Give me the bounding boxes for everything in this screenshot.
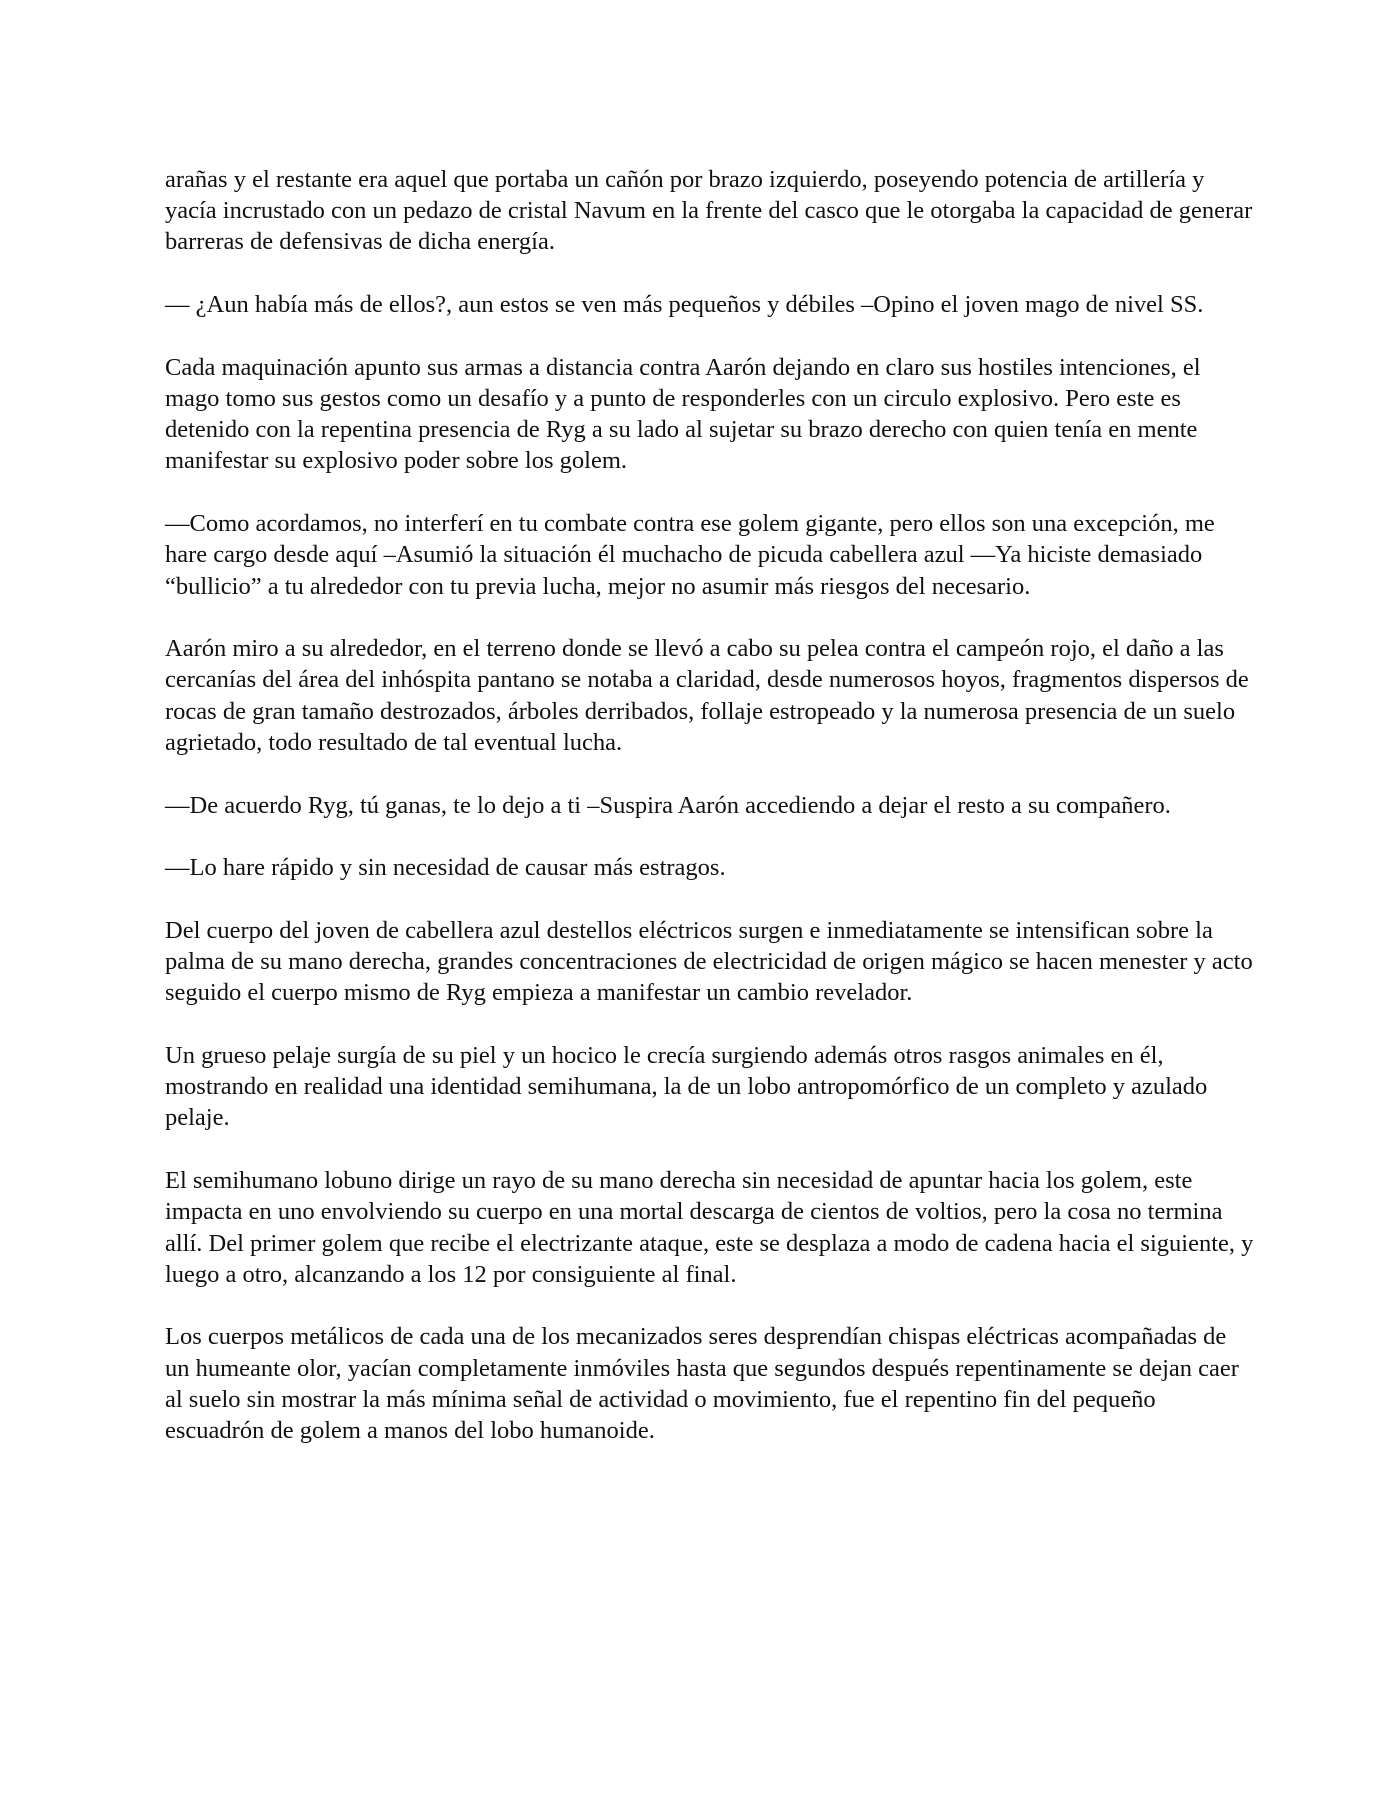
paragraph-7: —Lo hare rápido y sin necesidad de causar más estragos. <box>165 854 726 882</box>
paragraph-4: —Como acordamos, no interferí en tu combate contra ese golem gigante, pero ellos son una excepción, me hare cargo desde aquí –Asumió la situación él muchacho de picuda cabellera azul —Ya hiciste demasiado “bullicio” a tu alrededor con tu previa lucha, mejor no asumir más riesgos del necesario. <box>165 510 1215 600</box>
paragraph-8: Del cuerpo del joven de cabellera azul destellos eléctricos surgen e inmediatamente se intensifican sobre la palma de su mano derecha, grandes concentraciones de electricidad de origen mágico se hacen menester y acto seguido el cuerpo mismo de Ryg empieza a manifestar un cambio revelador. <box>165 916 1253 1007</box>
text-body <box>165 164 1255 1446</box>
paragraph-1: arañas y el restante era aquel que portaba un cañón por brazo izquierdo, poseyendo potencia de artillería y yacía incrustado con un pedazo de cristal Navum en la frente del casco que le otorgaba la capacidad de generar barreras de defensivas de dicha energía. <box>165 166 1253 256</box>
paragraph-6: —De acuerdo Ryg, tú ganas, te lo dejo a ti –Suspira Aarón accediendo a dejar el resto a su compañero. <box>165 791 1171 819</box>
paragraph-11: Los cuerpos metálicos de cada una de los mecanizados seres desprendían chispas eléctricas acompañadas de un humeante olor, yacían completamente inmóviles hasta que segundos después repentinamente se dejan caer al suelo sin mostrar la más mínima señal de actividad o movimiento, fue el repentino fin del pequeño escuadrón de golem a manos del lobo humanoide. <box>165 1323 1239 1445</box>
paragraph-2: — ¿Aun había más de ellos?, aun estos se ven más pequeños y débiles –Opino el joven mago de nivel SS. <box>165 291 1204 319</box>
paragraph-5: Aarón miro a su alrededor, en el terreno donde se llevó a cabo su pelea contra el campeón rojo, el daño a las cercanías del área del inhóspita pantano se notaba a claridad, desde numerosos hoyos, fragmentos dispersos de rocas de gran tamaño destrozados, árboles derribados, follaje estropeado y la numerosa presencia de un suelo agrietado, todo resultado de tal eventual lucha. <box>165 635 1249 756</box>
paragraph-10: El semihumano lobuno dirige un rayo de su mano derecha sin necesidad de apuntar hacia los golem, este impacta en uno envolviendo su cuerpo en una mortal descarga de cientos de voltios, pero la cosa no termina allí. Del primer golem que recibe el electrizante ataque, este se desplaza a modo de cadena hacia el siguiente, y luego a otro, alcanzando a los 12 por consiguiente al final. <box>165 1167 1254 1288</box>
paragraph-3: Cada maquinación apunto sus armas a distancia contra Aarón dejando en claro sus hostiles intenciones, el mago tomo sus gestos como un desafío y a punto de responderles con un circulo explosivo. Pero este es detenido con la repentina presencia de Ryg a su lado al sujetar su brazo derecho con quien tenía en mente manifestar su explosivo poder sobre los golem. <box>165 353 1201 475</box>
paragraph-9: Un grueso pelaje surgía de su piel y un hocico le crecía surgiendo además otros rasgos animales en él, mostrando en realidad una identidad semihumana, la de un lobo antropomórfico de un completo y azulado pelaje. <box>165 1042 1208 1132</box>
